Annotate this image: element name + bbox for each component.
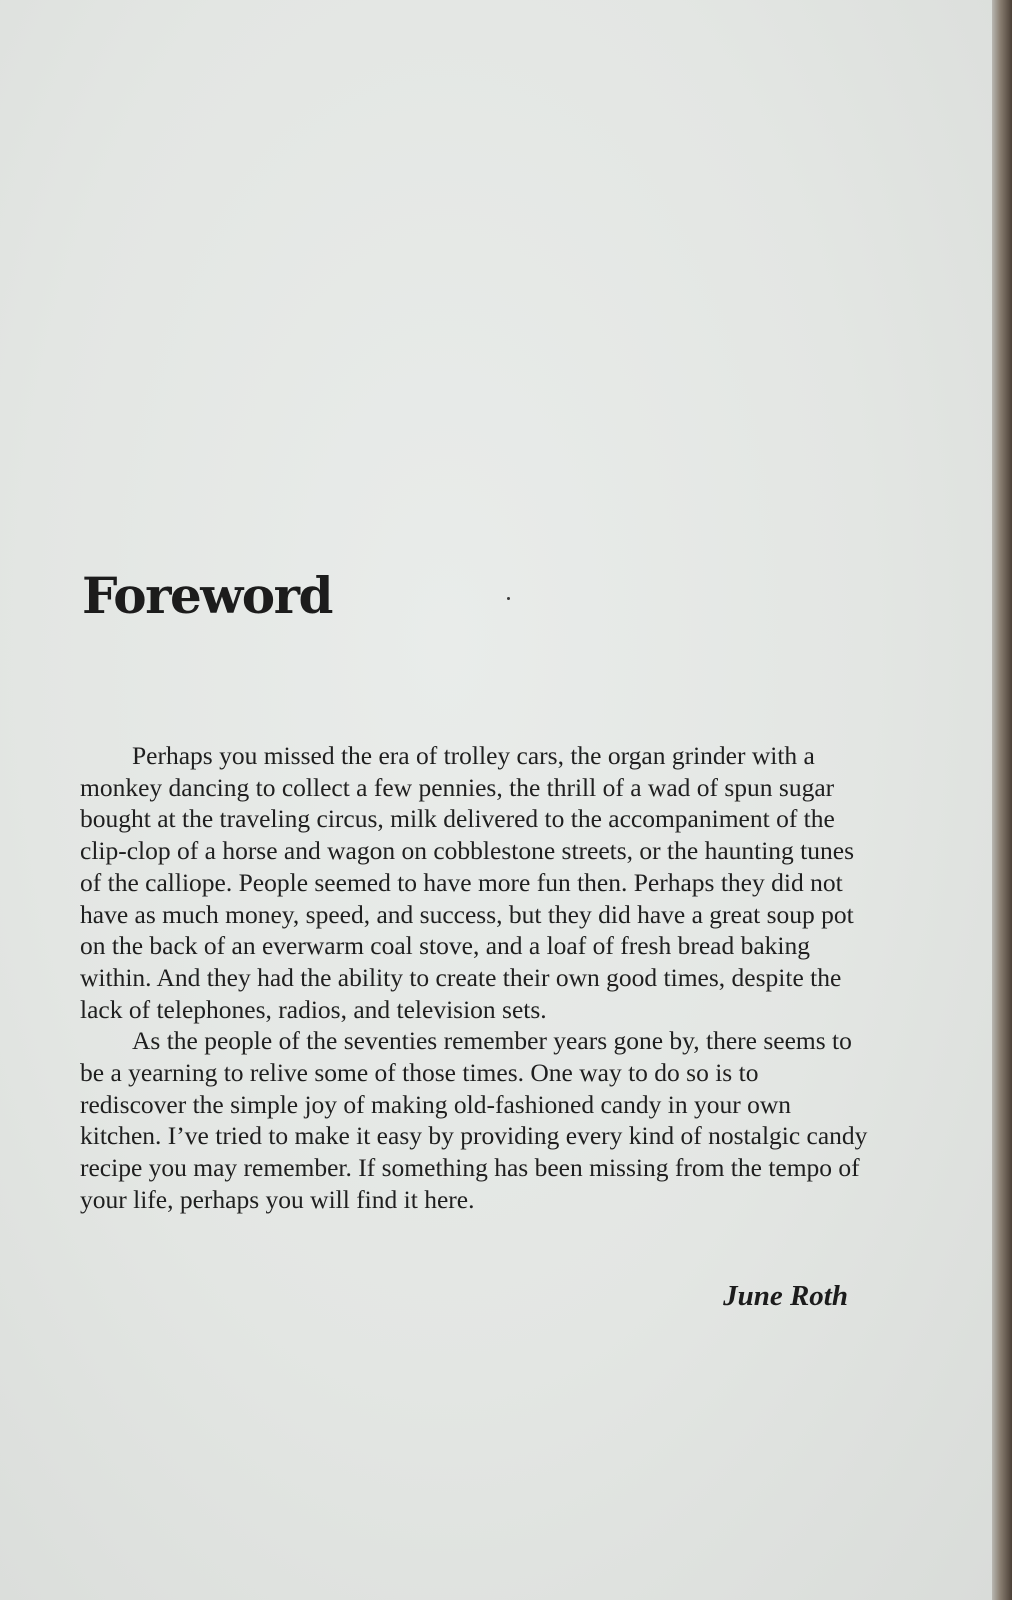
page-title: Foreword	[82, 566, 332, 625]
author-signature: June Roth	[723, 1280, 848, 1312]
paper-speck	[507, 597, 510, 600]
foreword-body	[80, 740, 870, 1216]
book-spine-edge	[992, 0, 1012, 1600]
paragraph-1: Perhaps you missed the era of trolley cars, the organ grinder with a monkey dancing to collect a few pennies, the thrill of a wad of spun sugar bought at the traveling circus, milk delivered to the accompaniment of the clip-clop of a horse and wagon on cobblestone streets, or the haunting tunes of the calliope. People seemed to have more fun then. Perhaps they did not have as much money, speed, and success, but they did have a great soup pot on the back of an everwarm coal stove, and a loaf of fresh bread baking within. And they had the ability to create their own good times, despite the lack of telephones, radios, and television sets.	[80, 741, 855, 1024]
paragraph-2: As the people of the seventies remember years gone by, there seems to be a yearning to relive some of those times. One way to do so is to rediscover the simple joy of making old-fashioned candy in your own kitchen. I’ve tried to make it easy by providing every kind of nostalgic candy recipe you may remember. If something has been missing from the tempo of your life, perhaps you will find it here.	[80, 1026, 868, 1214]
